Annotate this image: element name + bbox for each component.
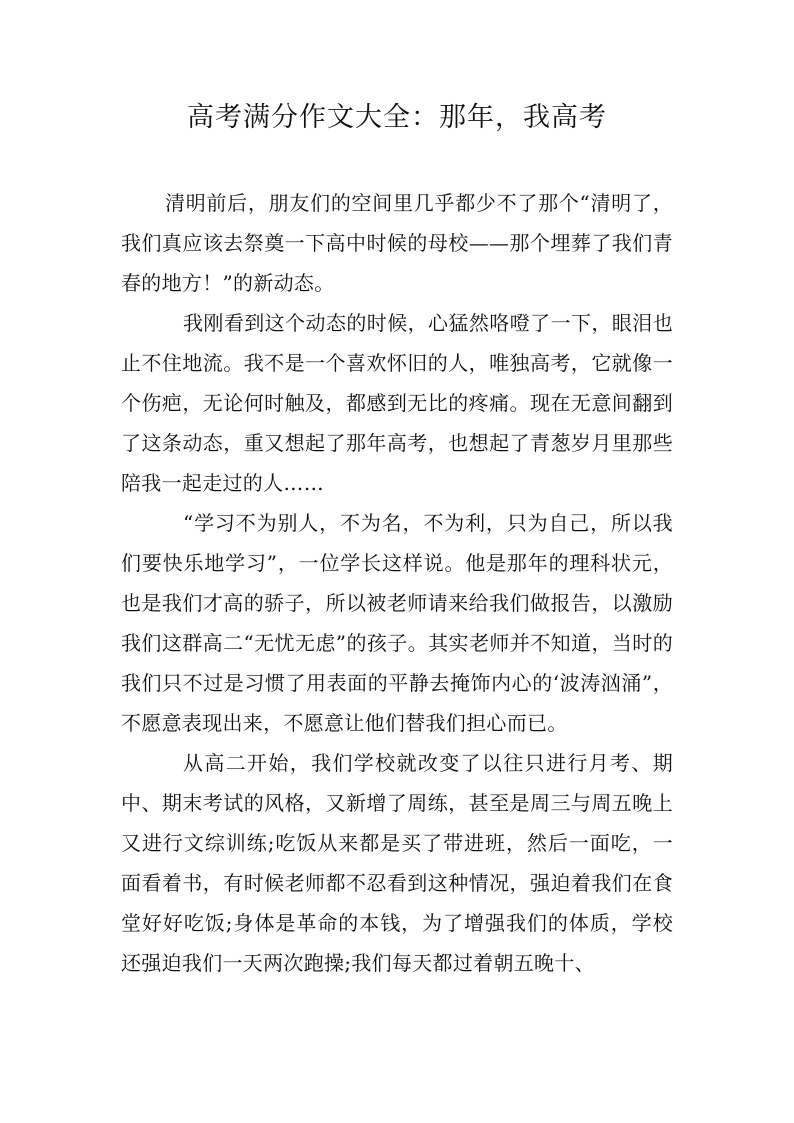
paragraph-2: 我刚看到这个动态的时候，心猛然咯噔了一下，眼泪也止不住地流。我不是一个喜欢怀旧的人，唯独高考，它就像一个伤疤，无论何时触及，都感到无比的疼痛。现在无意间翻到了这条动态，重又想起了那年高考，也想起了青葱岁月里那些陪我一起走过的人…… [121, 311, 673, 495]
paragraph-4: 从高二开始，我们学校就改变了以往只进行月考、期中、期末考试的风格，又新增了周练，甚至是周三与周五晚上又进行文综训练;吃饭从来都是买了带进班，然后一面吃，一面看着书，有时候老师都不忍看到这种情况，强迫着我们在食堂好好吃饭;身体是革命的本钱，为了增强我们的体质，学校还强迫我们一天两次跑操;我们每天都过着朝五晚十、 [121, 751, 673, 975]
document-body [121, 183, 673, 983]
paragraph-3: “学习不为别人，不为名，不为利，只为自己，所以我们要快乐地学习”，一位学长这样说。他是那年的理科状元，也是我们才高的骄子，所以被老师请来给我们做报告，以激励我们这群高二“无忧无虑”的孩子。其实老师并不知道，当时的我们只不过是习惯了用表面的平静去掩饰内心的‘波涛汹涌”，不愿意表现出来，不愿意让他们替我们担心而已。 [121, 511, 673, 735]
document-title: 高考满分作文大全：那年，我高考 [187, 102, 607, 133]
paragraph-1: 清明前后，朋友们的空间里几乎都少不了那个“清明了，我们真应该去祭奠一下高中时候的母校——那个埋葬了我们青春的地方！”的新动态。 [121, 191, 673, 295]
